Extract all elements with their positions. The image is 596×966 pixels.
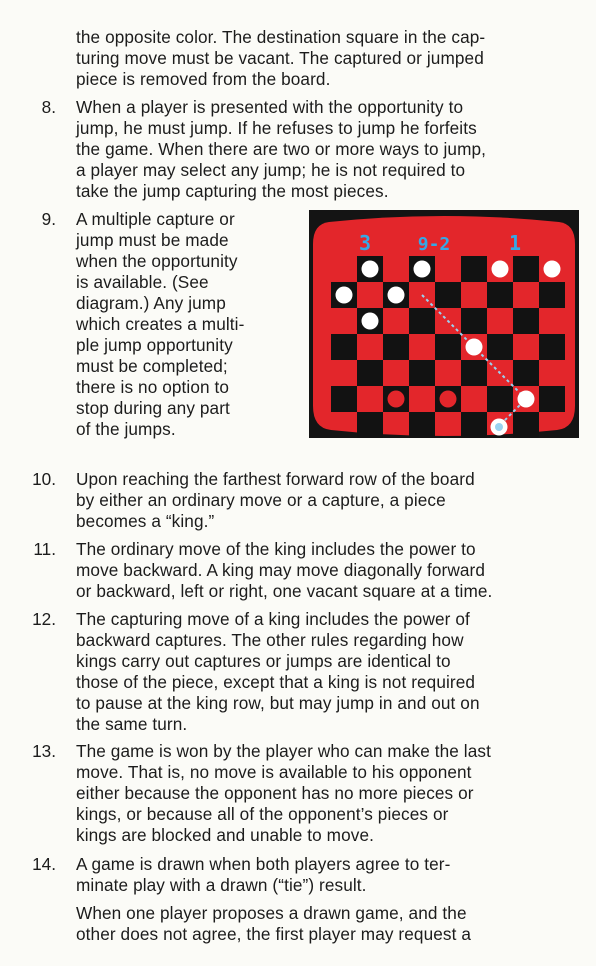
white-piece <box>518 391 535 408</box>
dark-square <box>357 360 383 386</box>
text-line: kings, or because all of the opponent’s pieces or <box>76 804 449 824</box>
text-line: turing move must be vacant. The captured or jumped <box>76 48 484 68</box>
dark-square <box>539 386 565 412</box>
text-line: ple jump opportunity <box>76 335 233 355</box>
white-piece <box>362 261 379 278</box>
dark-square <box>435 282 461 308</box>
white-piece <box>492 261 509 278</box>
text-line: backward captures. The other rules regarding how <box>76 630 464 650</box>
white-piece <box>466 339 483 356</box>
text-line: The game is won by the player who can make the last <box>76 741 491 761</box>
moving-piece-center <box>495 423 503 431</box>
dark-square <box>331 334 357 360</box>
text-line: kings are blocked and unable to move. <box>76 825 374 845</box>
text-line: there is no option to <box>76 377 230 397</box>
text-line: minate play with a drawn (“tie”) result. <box>76 875 367 895</box>
dark-square <box>357 412 383 438</box>
white-piece <box>388 287 405 304</box>
rule-number: 14. <box>32 854 56 874</box>
dark-square <box>487 386 513 412</box>
dark-square <box>383 334 409 360</box>
text-line: other does not agree, the first player may request a <box>76 924 471 944</box>
score-right: 1 <box>508 231 522 255</box>
text-line: diagram.) Any jump <box>76 293 226 313</box>
text-line: when the opportunity <box>76 251 238 271</box>
text-line: When one player proposes a drawn game, and the <box>76 903 467 923</box>
text-line: A game is drawn when both players agree to ter- <box>76 854 451 874</box>
text-line: which creates a multi- <box>76 314 245 334</box>
rule-number: 13. <box>32 741 56 761</box>
rule-number: 9. <box>41 209 56 229</box>
text-line: must be completed; <box>76 356 228 376</box>
dark-square <box>461 256 487 282</box>
text-line: those of the piece, except that a king is not required <box>76 672 476 692</box>
text-line: a player may select any jump; he is not required to <box>76 160 466 180</box>
text-line: to pause at the king row, but may jump in and out on <box>76 693 480 713</box>
red-piece <box>388 365 405 382</box>
dark-square <box>513 256 539 282</box>
rule-number: 8. <box>41 97 56 117</box>
text-line: A multiple capture or <box>76 209 235 229</box>
dark-square <box>513 412 539 438</box>
text-line: kings carry out captures or jumps are identical to <box>76 651 451 671</box>
white-piece <box>362 313 379 330</box>
white-piece <box>336 287 353 304</box>
dark-square <box>461 360 487 386</box>
checkers-diagram <box>309 210 579 438</box>
text-line: The ordinary move of the king includes the power to <box>76 539 476 559</box>
dark-square <box>331 386 357 412</box>
dark-square <box>513 308 539 334</box>
text-line: either because the opponent has no more pieces or <box>76 783 474 803</box>
text-line: piece is removed from the board. <box>76 69 331 89</box>
score-middle: 9-2 <box>417 234 451 255</box>
dark-square <box>487 282 513 308</box>
red-piece <box>440 391 457 408</box>
text-line: stop during any part <box>76 398 230 418</box>
white-piece <box>544 261 561 278</box>
text-line: by either an ordinary move or a capture, a piece <box>76 490 446 510</box>
text-line: the same turn. <box>76 714 188 734</box>
text-line: the opposite color. The destination square in the cap- <box>76 27 486 47</box>
dark-square <box>513 360 539 386</box>
rule-number: 10. <box>32 469 56 489</box>
text-line: Upon reaching the farthest forward row of the board <box>76 469 475 489</box>
text-line: is available. (See <box>76 272 209 292</box>
dark-square <box>539 282 565 308</box>
dark-square <box>461 308 487 334</box>
text-line: becomes a “king.” <box>76 511 215 531</box>
dark-square <box>409 308 435 334</box>
white-piece <box>414 261 431 278</box>
red-piece <box>388 391 405 408</box>
dark-square <box>435 334 461 360</box>
dark-square <box>409 412 435 438</box>
text-line: jump must be made <box>76 230 229 250</box>
text-line: or backward, left or right, one vacant square at a time. <box>76 581 493 601</box>
dark-square <box>487 334 513 360</box>
checkers-screen-svg <box>309 210 579 438</box>
text-line: move. That is, no move is available to his opponent <box>76 762 472 782</box>
text-line: When a player is presented with the opportunity to <box>76 97 464 117</box>
dark-square <box>539 334 565 360</box>
rule-number: 11. <box>33 539 56 559</box>
text-line: The capturing move of a king includes the power of <box>76 609 470 629</box>
dark-square <box>409 360 435 386</box>
text-line: jump, he must jump. If he refuses to jump he forfeits <box>76 118 477 138</box>
score-left: 3 <box>358 231 372 255</box>
text-line: of the jumps. <box>76 419 176 439</box>
text-line: take the jump capturing the most pieces. <box>76 181 389 201</box>
dark-square <box>461 412 487 438</box>
rule-number: 12. <box>32 609 56 629</box>
text-line: move backward. A king may move diagonally forward <box>76 560 485 580</box>
text-line: the game. When there are two or more ways to jump, <box>76 139 487 159</box>
